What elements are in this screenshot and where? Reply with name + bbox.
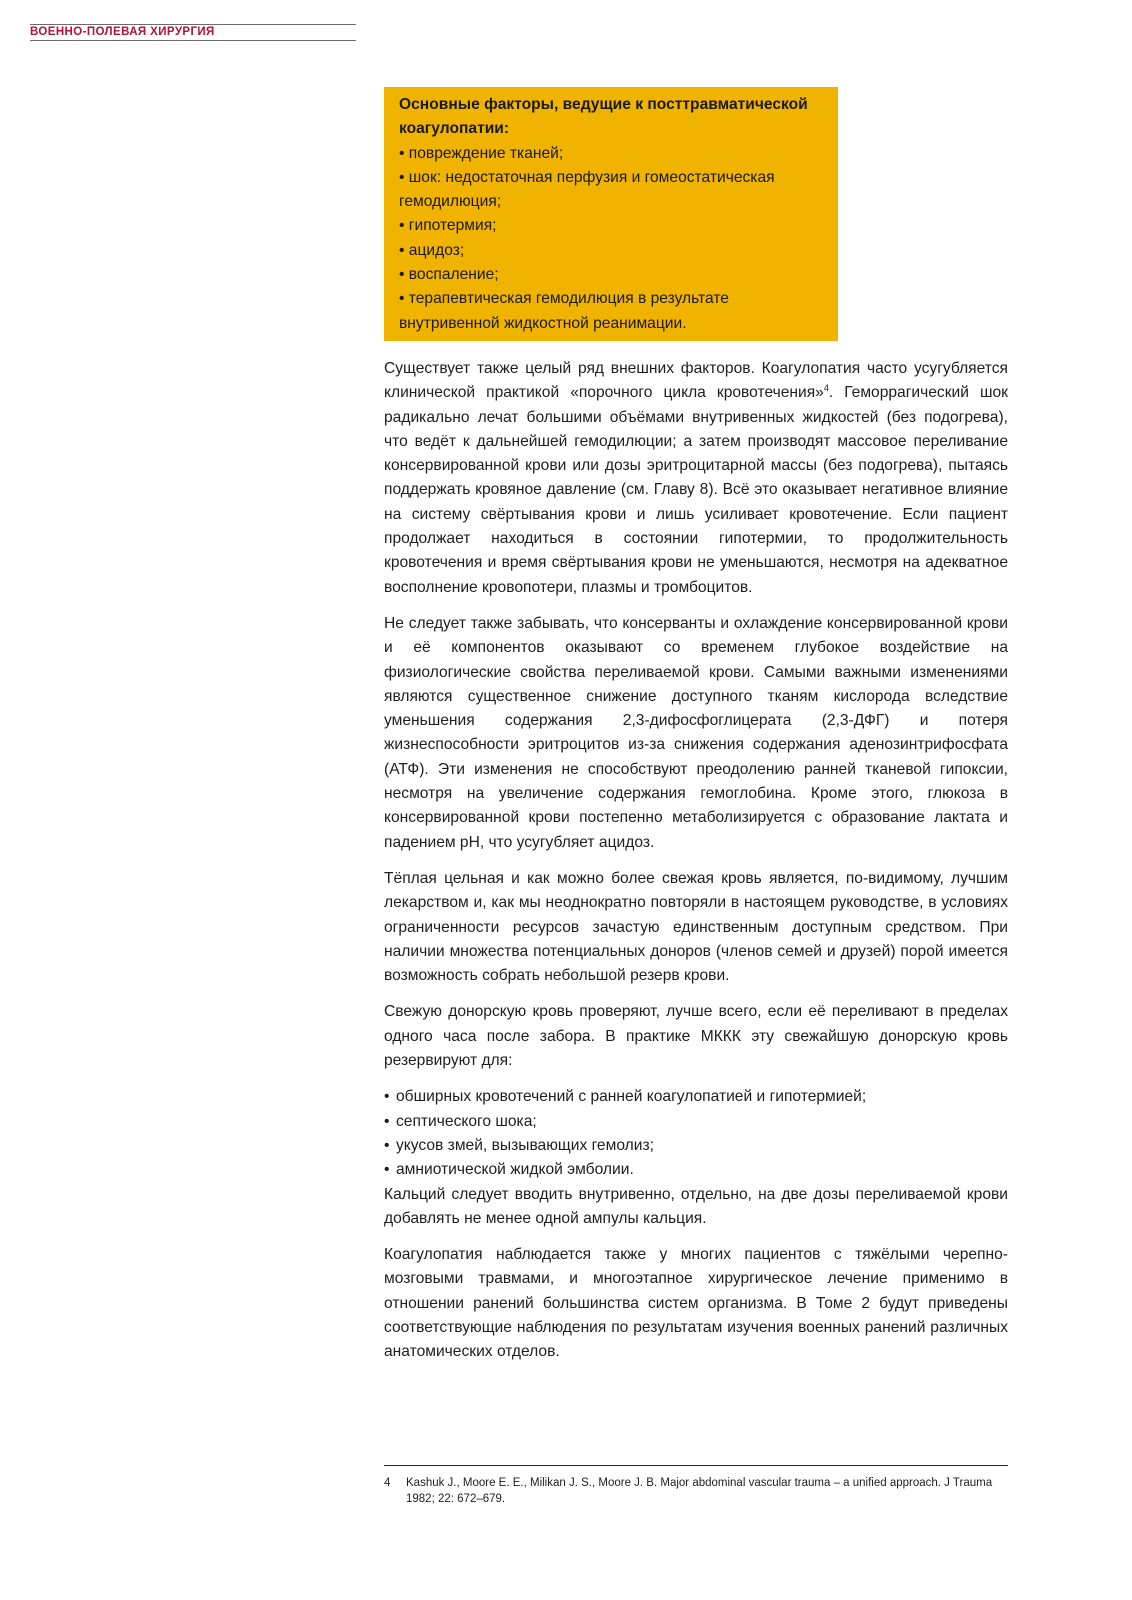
indication-list xyxy=(384,1085,1008,1182)
callout-item: • терапевтическая гемодилюция в результате внутривенной жидкостной реанимации. xyxy=(399,290,729,332)
callout-item: • шок: недостаточная перфузия и гомеостатическая гемодилюция; xyxy=(399,168,775,211)
paragraph-head-injuries: Коагулопатия наблюдается также у многих пациентов с тяжёлыми черепно-мозговыми травмами, и многоэтапное хирургическое лечение применимо в отношении ранений большинства систем организма. В Томе 2 будут приведены соответствующие наблюдения по результатам изучения военных ранений различных анатомических отделов. xyxy=(384,1246,1008,1361)
callout-item: • ацидоз; xyxy=(399,241,465,259)
paragraph-calcium: Кальций следует вводить внутривенно, отдельно, на две дозы переливаемой крови добавлять не менее одной ампулы кальция. xyxy=(384,1185,1008,1227)
list-item: • укусов змей, вызывающих гемолиз; xyxy=(384,1134,1008,1158)
main-text xyxy=(384,357,1008,1377)
paragraph-warm-blood: Тёплая цельная и как можно более свежая кровь является, по-видимому, лучшим лекарством и, как мы неоднократно повторяли в настоящем руководстве, в условиях ограниченности ресурсов зачастую единственным доступным средством. При наличии множества потенциальных доноров (членов семей и друзей) порой имеется возможность собрать небольшой резерв крови. xyxy=(384,869,1008,985)
header-rule-top xyxy=(30,24,356,25)
paragraph-fresh-blood: Свежую донорскую кровь проверяют, лучше всего, если её переливают в пределах одного часа после забора. В практике МККК эту свежайшую донорскую кровь резервируют для: xyxy=(384,1003,1008,1070)
paragraph-preservatives: Не следует также забывать, что консерванты и охлаждение консервированной крови и её компонентов оказывают со временем глубокое воздействие на физиологические свойства переливаемой крови. Самыми важными изменениями являются существенное снижение доступного тканям кислорода вследствие уменьшения содержания 2,3-дифосфоглицерата (2,3-ДФГ) и потеря жизнеспособности эритроцитов из-за снижения содержания аденозинтрифосфата (АТФ). Эти изменения не способствуют преодолению ранней тканевой гипоксии, несмотря на увеличение содержания гемоглобина. Кроме этого, глюкоза в консервированной крови постепенно метаболизируется с образование лактата и падением pH, что усугубляет ацидоз. xyxy=(384,614,1008,851)
list-item: • обширных кровотечений с ранней коагулопатией и гипотермией; xyxy=(384,1085,1008,1109)
footnote-number: 4 xyxy=(384,1477,391,1489)
callout-item: • воспаление; xyxy=(399,266,499,284)
bullet-icon: • xyxy=(384,1136,390,1154)
bullet-icon: • xyxy=(384,1088,390,1106)
list-item: • септического шока; xyxy=(384,1110,1008,1134)
callout-box xyxy=(384,87,838,341)
bullet-icon: • xyxy=(384,1112,390,1130)
footnote-rule xyxy=(384,1465,1008,1466)
callout-title: Основные факторы, ведущие к посттравматической коагулопатии: xyxy=(399,96,808,138)
running-head: ВОЕННО-ПОЛЕВАЯ ХИРУРГИЯ xyxy=(30,26,215,38)
footnote-text: Kashuk J., Moore E. E., Milikan J. S., Moore J. B. Major abdominal vascular trauma – a unified approach. J Trauma 1982; 22: 672–679. xyxy=(406,1477,993,1505)
footnote-ref[interactable]: 4 xyxy=(823,383,829,394)
paragraph-external-factors: Существует также целый ряд внешних факторов. Коагулопатия часто усугубляется клинической практикой «порочного цикла кровотечения»$^4$. Геморрагический шок радикально лечат большими объёмами внутривенных жидкостей (без подогрева), что ведёт к дальнейшей гемодилюции; а затем производят массовое переливание консервированной крови или дозы эритроцитарной массы (без подогрева), пытаясь поддержать кровяное давление (см. Главу 8). Всё это оказывает негативное влияние на систему свёртывания крови и лишь усиливает кровотечение. Если пациент продолжает находиться в состоянии гипотермии, то продолжительность кровотечения и время свёртывания крови не уменьшаются, несмотря на адекватное восполнение кровопотери, плазмы и тромбоцитов. xyxy=(384,360,1008,596)
header-rule-bottom xyxy=(30,40,356,41)
list-item: • амниотической жидкой эмболии. xyxy=(384,1158,1008,1182)
callout-item: • повреждение тканей; xyxy=(399,144,564,162)
footnote xyxy=(384,1475,1008,1507)
callout-item: • гипотермия; xyxy=(399,217,497,235)
bullet-icon: • xyxy=(384,1161,390,1179)
